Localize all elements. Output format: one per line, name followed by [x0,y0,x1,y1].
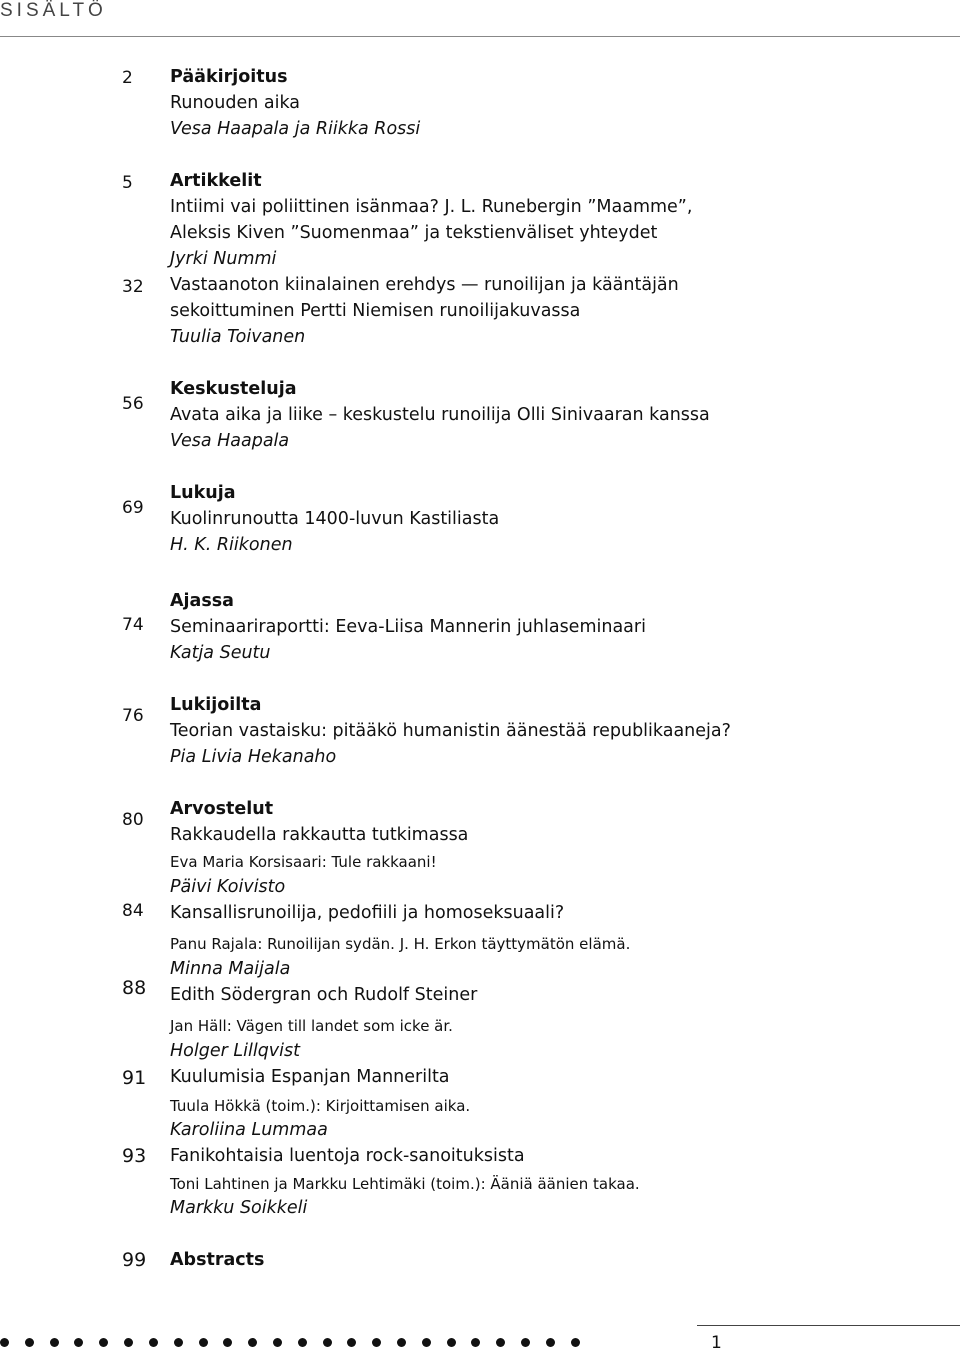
footer-dot [471,1338,480,1347]
toc-title: Avata aika ja liike – keskustelu runoilija Olli Sinivaaran kanssa [170,405,710,425]
toc-title: Aleksis Kiven ”Suomenmaa” ja tekstienväliset yhteydet [170,223,658,243]
footer-dot [174,1338,183,1347]
toc-author: Karoliina Lummaa [170,1120,328,1140]
toc-reviewed-book: Panu Rajala: Runoilijan sydän. J. H. Erkon täyttymätön elämä. [170,935,631,953]
toc-title: Edith Södergran och Rudolf Steiner [170,985,478,1005]
toc-title: Kuulumisia Espanjan Mannerilta [170,1067,450,1087]
footer-dot [223,1338,232,1347]
page-number: 1 [711,1333,722,1353]
toc-page-number: 93 [122,1145,147,1167]
toc-author: Katja Seutu [170,643,271,663]
toc-title: Kansallisrunoilija, pedofiili ja homoseksuaali? [170,903,565,923]
toc-page-number: 80 [122,810,144,830]
footer-dot [124,1338,133,1347]
toc-author: Päivi Koivisto [170,877,286,897]
toc-reviewed-book: Toni Lahtinen ja Markku Lehtimäki (toim.): Ääniä äänien takaa. [170,1175,640,1193]
footer-dot [496,1338,505,1347]
footer-dot [273,1338,282,1347]
footer-dot [422,1338,431,1347]
footer-dot [248,1338,257,1347]
toc-title: Kuolinrunoutta 1400-luvun Kastiliasta [170,509,500,529]
toc-title: Fanikohtaisia luentoja rock-sanoituksista [170,1146,525,1166]
footer-dot [447,1338,456,1347]
toc-reviewed-book: Tuula Hökkä (toim.): Kirjoittamisen aika. [170,1097,471,1115]
footer-dot-row [0,1336,580,1348]
toc-section-heading: Ajassa [170,591,234,611]
toc-author: Vesa Haapala ja Riikka Rossi [170,119,421,139]
header-divider [0,36,960,37]
toc-title: Runouden aika [170,93,301,113]
toc-author: H. K. Riikonen [170,535,293,555]
toc-author: Holger Lillqvist [170,1041,301,1061]
toc-page-number: 56 [122,394,144,414]
toc-section-heading: Pääkirjoitus [170,67,288,87]
footer-dot [372,1338,381,1347]
toc-section-heading: Arvostelut [170,799,274,819]
toc-title: Vastaanoton kiinalainen erehdys — runoilijan ja kääntäjän [170,275,679,295]
footer-dot [0,1338,9,1347]
footer-dot [546,1338,555,1347]
toc-author: Vesa Haapala [170,431,290,451]
toc-author: Markku Soikkeli [170,1198,308,1218]
toc-section-heading: Keskusteluja [170,379,297,399]
toc-title: sekoittuminen Pertti Niemisen runoilijakuvassa [170,301,581,321]
footer-dot [323,1338,332,1347]
toc-section-heading: Lukuja [170,483,236,503]
footer-divider [697,1325,960,1326]
footer-dot [298,1338,307,1347]
toc-title: Rakkaudella rakkautta tutkimassa [170,825,469,845]
toc-page-number: 99 [122,1249,147,1271]
toc-author: Pia Livia Hekanaho [170,747,337,767]
toc-page-number: 74 [122,615,144,635]
footer-dot [571,1338,580,1347]
toc-page-number: 84 [122,901,144,921]
footer-dot [99,1338,108,1347]
toc-page-number: 69 [122,498,144,518]
toc-reviewed-book: Jan Häll: Vägen till landet som icke är. [170,1017,453,1035]
footer-dot [397,1338,406,1347]
toc-title: Teorian vastaisku: pitääkö humanistin äänestää republikaaneja? [170,721,731,741]
toc-author: Jyrki Nummi [170,249,277,269]
toc-page-number: 5 [122,173,133,193]
toc-title: Intiimi vai poliittinen isänmaa? J. L. Runebergin ”Maamme”, [170,197,693,217]
footer-dot [74,1338,83,1347]
toc-section-heading: Lukijoilta [170,695,262,715]
footer-dot [50,1338,59,1347]
toc-page-number: 2 [122,68,133,88]
toc-page-number: 32 [122,277,144,297]
footer-dot [25,1338,34,1347]
toc-page-number: 91 [122,1067,147,1089]
footer-dot [199,1338,208,1347]
toc-section-heading: Artikkelit [170,171,262,191]
section-title: SISÄLTÖ [0,0,107,21]
toc-author: Tuulia Toivanen [170,327,306,347]
toc-reviewed-book: Eva Maria Korsisaari: Tule rakkaani! [170,853,437,871]
toc-author: Minna Maijala [170,959,291,979]
toc-page-number: 88 [122,977,147,999]
footer-dot [521,1338,530,1347]
toc-section-heading: Abstracts [170,1250,265,1270]
toc-page-number: 76 [122,706,144,726]
toc-title: Seminaariraportti: Eeva-Liisa Mannerin juhlaseminaari [170,617,646,637]
footer-dot [347,1338,356,1347]
footer-dot [149,1338,158,1347]
